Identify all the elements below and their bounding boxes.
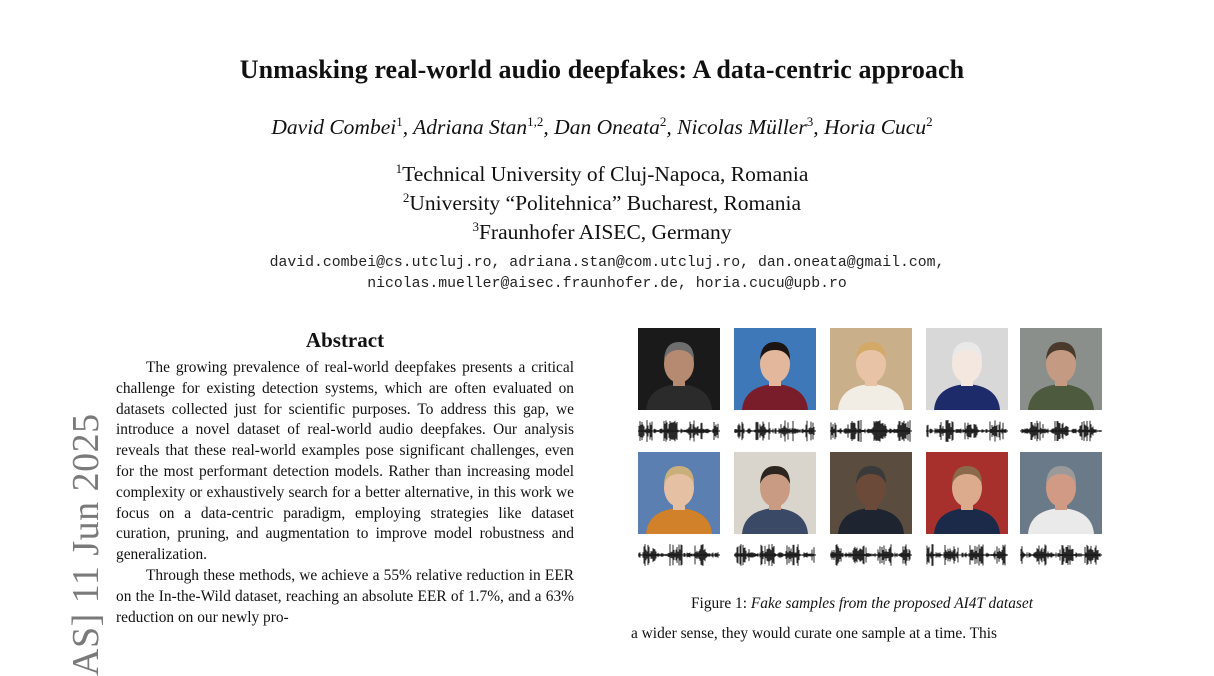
author-affiliation-mark: 3 (806, 114, 814, 129)
audio-waveform (926, 418, 1008, 444)
author-list: David Combei$^1$, Adriana Stan$^{1,2}$, Dan Oneata$^2$, Nicolas Müller$^3$, Horia Cucu$^2$ (271, 114, 933, 139)
email-line-1: david.combei@cs.utcluj.ro, adriana.stan@com.utcluj.ro, dan.oneata@gmail.com, (269, 255, 945, 271)
audio-waveform (1020, 542, 1102, 568)
affiliation-3: $^3$Fraunhofer AISEC, Germany (472, 219, 732, 244)
author-affiliation-mark: 2 (659, 114, 667, 129)
figure-caption (631, 595, 1093, 613)
author-name: Horia Cucu (823, 115, 927, 139)
abstract-paragraph-1: The growing prevalence of real-world deepfakes presents a critical challenge for existing detection systems, which are often evaluated on datasets collected just for scientific purposes. To address this gap, we introduce a novel dataset of real-world audio deepfakes. Our analysis reveals that these real-world examples pose significant challenges, even for the most performant detection models. Rather than increasing model complexity or exhaustively search for a better alternative, in this work we focus on a data-centric paradigm, employing strategies like dataset curation, pruning, and augmentation to improve model robustness and generalization. (116, 359, 574, 564)
author-name: David Combei (271, 115, 397, 139)
audio-waveform (638, 418, 720, 444)
audio-waveform (638, 542, 720, 568)
abstract-heading: Abstract (305, 328, 385, 352)
author-affiliation-mark: 1 (396, 114, 403, 129)
audio-waveform (926, 542, 1008, 568)
audio-waveform (1020, 418, 1102, 444)
face-image-woman-orange-jacket (638, 452, 720, 534)
face-image-man-dark-background (638, 328, 720, 410)
face-image-man-green-shirt (1020, 328, 1102, 410)
arxiv-stamp-text: AS] 11 Jun 2025 (65, 413, 107, 676)
author-affiliation-mark: 1,2 (527, 114, 544, 129)
audio-waveform (830, 542, 912, 568)
author-name: Dan Oneata (554, 115, 660, 139)
figure-caption-text: Fake samples from the proposed AI4T dataset (750, 595, 1033, 612)
author-name: Nicolas Müller (677, 115, 807, 139)
abstract-paragraph-2: Through these methods, we achieve a 55% relative reduction in EER on the In-the-Wild dataset, reaching an absolute EER of 1.7%, and a 63% reduction on our newly pro- (116, 566, 574, 626)
affiliation-2: $^2$University “Politehnica” Bucharest, Romania (402, 190, 802, 215)
arxiv-stamp (12, 376, 107, 676)
audio-waveform (734, 542, 816, 568)
figure-1 (638, 328, 1108, 570)
face-image-man-light-room (734, 452, 816, 534)
right-column-text: a wider sense, they would curate one sample at a time. This (631, 625, 997, 642)
figure-caption-label: Figure 1: (690, 595, 747, 612)
face-image-cartoon-man-suit (926, 328, 1008, 410)
author-name: Adriana Stan (413, 115, 528, 139)
paper-title: Unmasking real-world audio deepfakes: A data-centric approach (239, 55, 965, 84)
face-image-man-laughing (1020, 452, 1102, 534)
face-image-news-anchor-woman (734, 328, 816, 410)
email-line-2: nicolas.mueller@aisec.fraunhofer.de, horia.cucu@upb.ro (367, 276, 847, 292)
face-image-man-flag-background (926, 452, 1008, 534)
audio-waveform (830, 418, 912, 444)
abstract-body (116, 358, 574, 628)
author-affiliation-mark: 2 (926, 114, 933, 129)
audio-waveform (734, 418, 816, 444)
affiliation-1: $^1$Technical University of Cluj-Napoca, Romania (395, 161, 809, 186)
face-image-woman-seated (830, 328, 912, 410)
face-image-man-suit-speech (830, 452, 912, 534)
